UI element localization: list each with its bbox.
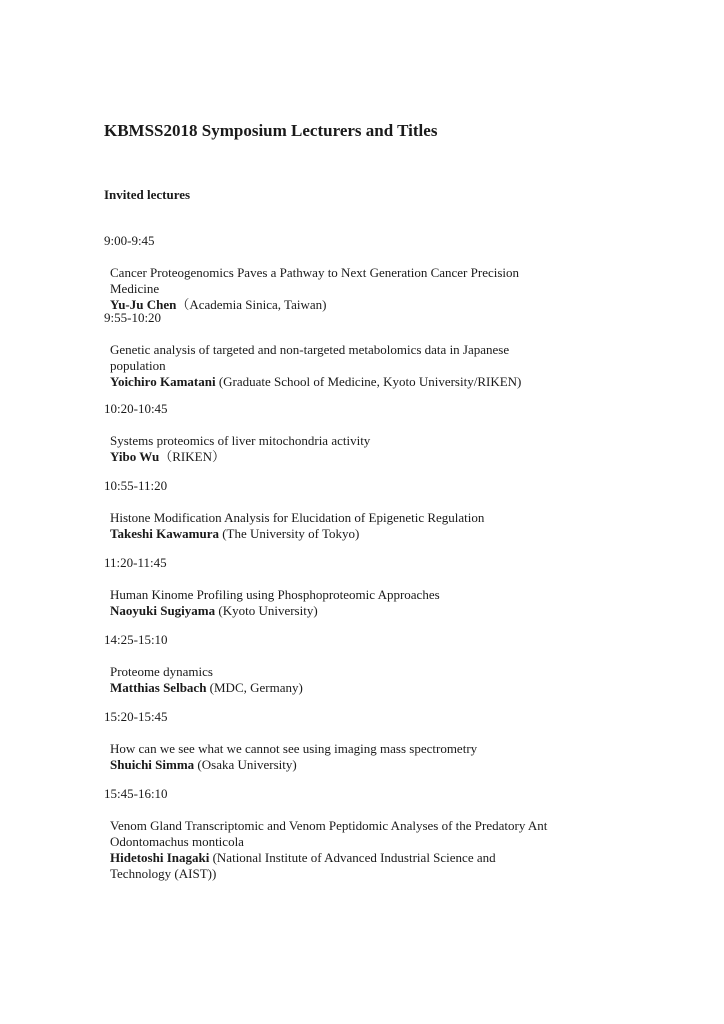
lecture-entry xyxy=(104,632,564,709)
lecture-entry xyxy=(104,555,564,632)
lecture-time: 11:20-11:45 xyxy=(104,555,167,570)
lecture-title: Genetic analysis of targeted and non-targeted metabolomics data in Japanese population xyxy=(110,342,510,373)
lecture-time: 9:55-10:20 xyxy=(104,310,162,325)
lecture-title: Cancer Proteogenomics Paves a Pathway to Next Generation Cancer Precision Medicine xyxy=(110,265,520,296)
lecture-entry xyxy=(104,709,564,786)
lecture-entry xyxy=(104,786,564,882)
lecture-time: 10:20-10:45 xyxy=(104,401,168,416)
lecture-title: Histone Modification Analysis for Elucidation of Epigenetic Regulation xyxy=(110,510,485,525)
lecture-title: How can we see what we cannot see using imaging mass spectrometry xyxy=(110,741,478,756)
lecture-body xyxy=(104,741,564,773)
lecture-title: Proteome dynamics xyxy=(110,664,213,679)
speaker-name: Yibo Wu xyxy=(110,449,160,464)
lecture-body xyxy=(104,433,564,465)
speaker-name: Naoyuki Sugiyama xyxy=(110,603,216,618)
speaker-affiliation: (Kyoto University) xyxy=(215,603,318,618)
lecture-body xyxy=(104,342,564,390)
page-title: KBMSS2018 Symposium Lecturers and Titles xyxy=(104,121,438,140)
lecture-speaker xyxy=(110,850,550,882)
lecture-list xyxy=(104,233,564,882)
speaker-name: Matthias Selbach xyxy=(110,680,207,695)
speaker-affiliation: （Academia Sinica, Taiwan) xyxy=(176,297,327,312)
lecture-body xyxy=(104,510,564,542)
speaker-affiliation: (MDC, Germany) xyxy=(206,680,303,695)
lecture-time: 15:20-15:45 xyxy=(104,709,168,724)
speaker-name: Yu-Ju Chen xyxy=(110,297,177,312)
lecture-time: 15:45-16:10 xyxy=(104,786,168,801)
speaker-affiliation: (Osaka University) xyxy=(194,757,297,772)
lecture-title: Systems proteomics of liver mitochondria activity xyxy=(110,433,371,448)
speaker-name: Takeshi Kawamura xyxy=(110,526,219,541)
lecture-entry xyxy=(104,233,564,310)
speaker-name: Yoichiro Kamatani xyxy=(110,374,216,389)
section-heading: Invited lectures xyxy=(104,187,191,202)
speaker-affiliation: (Graduate School of Medicine, Kyoto University/RIKEN) xyxy=(215,374,522,389)
lecture-body xyxy=(104,265,564,313)
speaker-affiliation: (National Institute of Advanced Industrial Science and Technology (AIST)) xyxy=(110,850,496,881)
lecture-entry xyxy=(104,401,564,478)
lecture-title: Human Kinome Profiling using Phosphoproteomic Approaches xyxy=(110,587,440,602)
speaker-name: Shuichi Simma xyxy=(110,757,195,772)
lecture-entry xyxy=(104,478,564,555)
lecture-speaker xyxy=(110,526,564,542)
lecture-speaker xyxy=(110,374,564,390)
lecture-time: 10:55-11:20 xyxy=(104,478,168,493)
lecture-speaker xyxy=(110,449,564,465)
lecture-body xyxy=(104,664,564,696)
lecture-body xyxy=(104,818,550,882)
speaker-affiliation: (The University of Tokyo) xyxy=(218,526,360,541)
lecture-title: Venom Gland Transcriptomic and Venom Peptidomic Analyses of the Predatory Ant Odontomachus monticola xyxy=(110,818,548,849)
lecture-time: 9:00-9:45 xyxy=(104,233,155,248)
speaker-name: Hidetoshi Inagaki xyxy=(110,850,210,865)
speaker-affiliation: （RIKEN） xyxy=(159,449,225,464)
lecture-speaker xyxy=(110,680,564,696)
lecture-time: 14:25-15:10 xyxy=(104,632,168,647)
lecture-body xyxy=(104,587,564,619)
lecture-entry xyxy=(104,310,564,401)
lecture-speaker xyxy=(110,757,564,773)
lecture-speaker xyxy=(110,603,564,619)
